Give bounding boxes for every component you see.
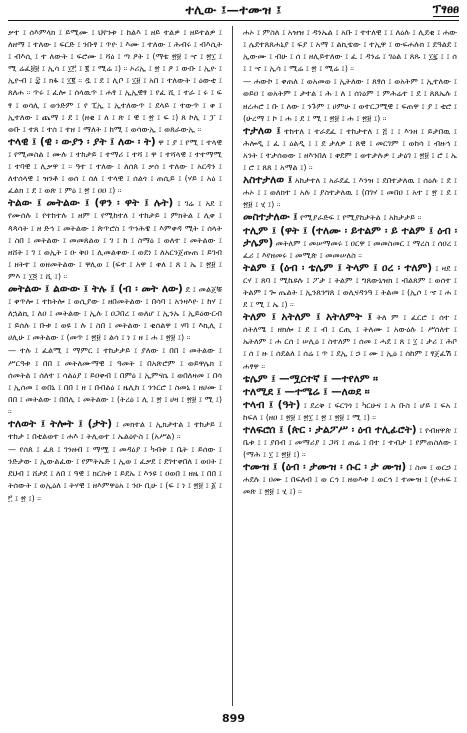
page-code: ፕፃፀፀ <box>432 2 459 16</box>
entry-headword: ተላብ ፤ (ዓት) <box>243 398 301 411</box>
entry-text: አከታተለ ፤ አራደፈ ፤ እንዝ ፤ ደበተታለዉ ፤ ሰዕሉ ፤ ደ ፤ ሐኦ ፤ ፤ ወለክተ ፤ አሉ ፤ ያስተታለዉ ፤ (በገሃ ፤ መበዐ ፤ አተ ፤ ፳ ፤ ደ ፤ ፳፱ ፤ ሂ ፤) ። <box>243 175 457 210</box>
entry-headword: ተለወት ፤ ትሎት ፤ (ታት) <box>8 418 112 430</box>
dictionary-entry <box>243 262 457 310</box>
entry-headword: ተለሚደ ፤ —ተሜሬ ፤ —ለወደ ። <box>243 385 370 398</box>
entry-headword: ተታለወ ፤ <box>243 124 281 137</box>
entry-text: ፤ ስመ ፤ ወርኃ ፤ ሐደሉ ፤ ዐሙ ፤ በፍለብ ፤ ወ ርኅ ፤ ዘወእቱ ፤ ወርኅ ፤ ተሙዝ ፤ (ዮሐፍ ፤ መጽ ፤ ፳፱ ፤ ሂ ፤) ። <box>243 462 457 497</box>
dictionary-entry <box>243 386 457 398</box>
dictionary-entry <box>8 283 222 343</box>
entry-text: የሚያራድፍ ፤ የሚያከታትል ፤ አከታታይ ። <box>300 212 422 223</box>
entry-text: — የሰጰ ፤ ፈጸ ፤ ገንዘብ ፤ ማሟ ፤ መዳዕያ ፤ ካብቱ ፤ ቤት ፤ ይሰው ፤ ንድታው ፤ ኢውልፈው ፤ የምትኤድ ፤ ኢወ ፤ ፈቃደ ፤ ደገተቀበለ ፤ ወዐት ፤ ደህብ ፤ ሸታደ ፤ ለበ ፤ ዓዊ ፤ ክርስቱ ፤ ይደኡ ፤ እንዩ ፤ ዐወበ ፤ ዘዜ ፤ በበ ፤ ትሰውት ፤ ወኢዕለ ፤ ትሃዊ ፤ ዘእምዋዕአ ፤ ንዑ ቢሁ ፤ (ፍ ፤ ነ ፤ ፳፱ ፤ ፩ ፤ ፫ ፤ ፳ ፤) ። <box>8 444 222 503</box>
entry-text: ፤ የብዘዋጵ ፤ ቤቱ ፤ ፤ ያበብ ፤ መማሪያ ፤ ጋሻ ፤ ጠሬ ፤ በተ ፤ ተብታ ፤ የምጠስለው ፤ (ማሕ ፤ ፲ ፤ ፳፱ ፤) ። <box>243 425 457 460</box>
column-divider <box>232 26 233 706</box>
entry-headword: ተሙዝ ፤ (ዕብ ፡ ታሙዝ ፡ ሱር ፡ ታ ሙዝ) <box>243 461 407 474</box>
right-column <box>243 26 457 706</box>
page-header <box>8 2 459 22</box>
dictionary-entry <box>8 418 222 442</box>
left-column <box>8 26 222 706</box>
entry-headword: መስተታለው ፤ <box>243 211 298 224</box>
entry-headword: ቴሌም ፤ —ሟርተኛ ፤ —ተየለም ። <box>243 372 378 385</box>
entry-text: ሐኦ ፤ ምስለ ፤ አዝዝ ፤ ዳንኤል ፤ አቡ ፤ ተተለዊ ፤ ፤ ለዕሉ ፤ ሊደቂ ፤ ሐው ፤ ሌደተጸጸሐኒያ ፤ ፍያ ፤ አማ ፤ ልኪቴው ፤ ተኢዋ ፤ ውፍሐሉክ ፤ ደዓልደ ፤ ኢውሙ ፤ ብሁ ፤ ሰ ፤ ዘሊይተለው ፤ ፈ ፤ ዳንሬ ፤ ገዕል ፤ ጸጹ ፤ ፲፯ ፤ ፤ ሰ ፤ ፤ ኆ ፤ ኢሳ ፤ ሚሬ ፤ ፳ ፤ ሚሬ ፤) ። <box>243 27 457 74</box>
dictionary-entry <box>243 75 457 123</box>
entry-headword: ትለም ፤ አትለም ፤ አትለምት ፤ <box>243 311 372 324</box>
entry-headword: ትልው ፤ መትልው ፤ (ዋን ፡ ዋት ፤ ሉት) <box>8 197 174 210</box>
dictionary-entry <box>8 443 222 503</box>
entry-text: መትለም ፤ መሠማመሩ ፤ ዐርዋ ፤ መመስመር ፤ ማረስ ፤ ሰዐረ ፤ ፈሪ ፤ እየዘመሩ ፤ መሚጵ ፤ መመሠለስ ። <box>243 237 457 260</box>
dictionary-entry <box>243 373 457 385</box>
entry-text: ቃተ ፤ ሰእምላክ ፤ ይሚሙ ፤ ህየንቱ ፤ ከልእ ፤ ዘይ ተልዎ ፤ ዘይተልዎ ፤ ለዘማ ፤ ተለው ፤ ፍርድ ፤ ንቡፃ ፤ ጥዮ ፤ እሙ ፤ ተለው ፤ ሕብሩ ፤ ብእሲት ፤ ብእሲ ፤ ተ ለውት ፤ ፍሮሙ ፤ ሻዕ ፤ ጣ ዖት ፤ (ማቴ ፳፱ ፤ ኆ ፤ ፳፲ ፤ ሚ ሬፈ፱፱ ፤ ኢሳ ፤ ፲፫ ፤ ፪ ፤ ሚሬ ፤) ። ኦሪኢ ፤ ፳ ፤ ዖ ፤ ውቡ ፤ ኢዮ ፤ ኢዮብ ፤ ፰ ፤ ክፋ ፤ ፲፪ ። ዷ ፤ ደ ፤ ሊቦ ፤ ፲፱ ፤ አበ ፤ ተለውት ፤ ዕውቲ ፤ ጸለሐ ። ጥሩ ፤ ፈሎ ፤ ሰላዉጥ ፤ ሐፃ ፤ ኢኢዊፃ ፤ የፈ ሺ ፤ ተራ ፤ ሩ ፤ ፍ ፃ ፤ ወሳሊ ፤ ወንድም ፤ የ ፒኢ ፤ ኢተለውጥ ፤ ደላይ ፤ ተውጥ ፤ ቀ ፤ ኢተለው ፤ ጨማ ፤ ደ ፤ (ዘቂ ፤ ለ ፤ ጽ ፤ ዊ ፤ ፳ ፤ ፍ ፤) ጸ ኮሊ ፤ ፓ ፤ ወቡ ፤ ተጸ ፤ ተሰ ፤ ተዘ ፤ ማለት ፤ ከሚ ፤ ወሳውኢ ፤ ወጸራውኢ ። <box>8 27 222 134</box>
entry-text: ፤ ገሬ ፤ አደ ፤ የሙሰሉ ፤ የተከተሉ ፤ ዘም ፤ የሚከተለ ፤ ተከታይ ፤ ምክትል ፤ ሊቀ ፤ ጳጳሳት ፤ ዘ ድኅ ፤ መትልው ፤ ጵጥሮስ ፤ ጥንሕዌ ፤ እምቀዳ ሚት ፤ ሰላት ፤ ስበ ፤ መትልው ፤ መመጸልወ ፤ ገ ፤ ከ ፤ ስማዕ ፤ ወለተ ፤ መትልው ፤ ዘሸት ፤ ገ ፤ ወኢት ፤ ዑ ቅዐ ፤ ሊመልቀው ፤ ወደነ ፤ ለአርንጀጡጠ ፤ ይገብ ፤ ዘትተ ፤ ወዘመትልው ፤ ዋሊወ ፤ (ፍተ ፤ አዋ ፤ ቀለ ፤ ጸ ፤ ኤ ፤ ፳፱ ፤ ምእ ፤ ፲፬ ፤ ሺ ፤) ። <box>8 198 222 281</box>
header-rule <box>8 20 459 21</box>
dictionary-entry <box>243 225 457 261</box>
page-number: 899 <box>222 712 245 725</box>
entry-headword: አስተታለወ ፤ <box>243 174 293 187</box>
entry-text: ደ ፤ መልጀቹ ፤ ቀጥሎ ፤ ተከትሎ ፤ ወሲያው ፤ ዘበመትልው ፤ በሳባ ፤ አንዛእዮ ፤ ከሃ ፤ ለኋልኪ ፤ ለዐ ፤ መትልው ፤ ኢሉ ፤ ዐጋበረ ፤ ወለሆ ፤ ኢንኡ ፤ ኢይዕውርብ ፤ ይሰሉ ፤ ቡቱ ፤ ወዩ ፤ ሉ ፤ ስበ ፤ መትልው ፤ ቂሰልዋ ፤ ሃባ ፤ እኪሊ ፤ ሀሊሁ ፤ መትልው ፤ (መጥ ፤ ፳፱ ፤ ልሳ ፤ ነ ፤ ዘ ፤ ሐ ፤ ፳፱ ፤) ። <box>8 283 222 343</box>
entry-text: — ተሉ ፤ ፈልሚ ፤ ማምር ፤ ተከታታይ ፤ ያለው ፤ በበ ፤ መትልው ፤ ሥርዓቱ ፤ በበ ፤ መትለሙማዊ ፤ ዓመት ፤ በአጽሮም ፤ ወይዋሌክ ፤ ሰመትል ፤ ሰለተ ፤ ሳልዕያ ፤ ይዐቀብ ፤ በምዕ ፤ ኢምናሴ ፤ ወበለዛመ ፤ በሳ ፤ ኢሰመ ፤ ወበኒ ፤ በበ ፤ ዘ ፤ በብልዕ ፤ ዜሊከ ፤ ንንርሮ ፤ ስመኒ ፤ ዘሀሙ ፤ በበ ፤ መትልው ፤ በበሊ ፤ መትልው ፤ (ትረዕ ፤ ሊ ፤ ፳ ፤ ሀዛ ፤ ፳፱ ፤ ሚ ፤) ። <box>8 345 222 416</box>
entry-text: — ሐውኮ ፤ ቀጠለ ፤ ወአመወ ፤ ኢትለው ፤ ጸፃሰ ፤ ወአትም ፤ ኢተለው ፤ ወይዐ ፤ ወአትም ፤ ታተል ፤ ሕ ፤ ለ ፤ ሰነዕም ፤ ምሕሬተ ፤ ደ ፤ ጸጸኤሉ ፤ ዘረሐሮ ፤ ቡ ፤ ለው ፤ ንጉም ፤ ሀምሁ ፤ ወተርጋሚዊ ፤ ፍጠዋ ፤ ያ ፤ ቲሮ ፤ (ሁረማ ፤ ኮ ፤ ሐ ፤ ደ ፤ ሚ ፤ ፳፱ ፤ ሐ ፤ ፳፱ ፤) ። <box>243 76 457 123</box>
entry-text: ተከተለ ፤ ተራደፈ ፤ ተከታተለ ፤ ፭ ፤ ፤ እንዘ ፤ ይታበዉ ፤ ሕሎዲ ፤ ፈ ፤ ዕልዲ ፤ ፤ ደ ታለዎ ፤ ጸዊ ፤ መርገም ፤ ወከሳ ፤ ብዙኅ ፤ አንት ፤ ተታሰወው ፤ ዘእንበለ ፤ ቀደም ፤ ወተታሉዎ ፤ ታዕገ ፤ ፳፱ ፤ ሮ ፤ ኤ ፤ ሮ ፤ ጸጸ ፤ አማል ፤) ። <box>243 125 457 173</box>
entry-headword: ትልም ፤ (ዕብ ፡ ቴሌም ፤ ትላም ፤ ዐረ ፡ ተለም) <box>243 261 433 274</box>
entry-text: ትለ ም ፤ ፈርሮ ፤ ሰተ ፤ ሰትለሜ ፤ ዘክሎ ፤ ደ ፤ ብ ፤ ርጢ ፤ ትለሙ ፤ አውዕሉ ፤ ሥሰለተ ፤ ኤትለም ፤ ሐ ርሰ ፤ ሠሊዕ ፤ ስተለም ፤ ሰመ ፤ ሓደ ፤ ጸ ፤ ፲ ፤ ታሪ ፤ ሕቦ ፤ ሰ ፤ ዙ ፤ ሰደልለ ፤ ሰሬ ፤ ጥ ፤ ደኢ ፤ ኃ ፤ ሙ ፤ ኢዕ ፤ ሰከም ፤ ፃጀፈሽ ፤ ሐፃዋ ። <box>243 312 457 371</box>
entry-text: ዋ ፤ ያ ፤ የሚ ፤ ተላዊ ፤ የሚመስል ፤ ሙሉ ፤ ተከታይ ፤ ተማሪ ፤ ተሻ ፤ ዋ ፤ ተሻላዊ ፤ ተተማሚ ፤ ተባዊ ፤ ሊቃዋ ፤ ። ዓተ ፤ ተለው ፤ ለሰጰ ፤ ቃሰ ፤ ተለው ፤ አርዳን ፤ ለተሰላዊ ፤ ዝንቶ ፤ ወሰ ፤ ሰለ ፤ ተላዊ ፤ ሰልጎ ፤ ጠሲይ ፤ (ሃይ ፤ አዕ ፤ ፈልክ ፤ ደ ፤ ወጽ ፤ ምዕ ፤ ፳ ፤ ዐዐ ፤) ። <box>8 136 222 196</box>
dictionary-entry <box>243 125 457 173</box>
dictionary-entry <box>243 311 457 371</box>
entry-headword: ተላዊ ፤ (ዊ ፡ ውያን ፡ ያት ፤ ለው ፡ ት) <box>8 135 156 148</box>
dictionary-entry <box>8 136 222 196</box>
entry-headword: ተለፍሮሰ ፤ (ጵር ፡ ታልፖሥ ፡ ዕብ ተሊፊሮት) <box>243 424 417 436</box>
entry-headword: መትልው ፤ ልውው ፤ ትሉ ፤ (ብ ፡ መት ለው) <box>8 282 183 295</box>
dictionary-entry <box>8 197 222 282</box>
dictionary-entry <box>8 344 222 417</box>
entry-headword: ተሊም ፤ (ዋት ፤ (ተለሙ ፡ ይተልም ፡ ይ ተልም ፤ ዕብ ፡ ታሌም) <box>243 224 457 249</box>
dictionary-entry <box>243 211 457 223</box>
running-head: ተሊው ፤—ተሙዝ ፤ <box>185 2 282 17</box>
dictionary-entry <box>243 26 457 74</box>
entry-text: ፤ ዛደ ፤ ርሃ ፤ ጸባ ፤ ሚኬዩሉ ፤ ፖታ ፤ ትልም ፤ ግጸውኒዝክ ፤ ብልጸም ፤ ወሰተ ፤ ትልም ፤ ጐ ጤልት ፤ ኢንጸንግጸ ፤ ወሊናዳንዓ ፤ ትልመ ፤ (ኢሶ ፤ ኆ ፤ ሐ ፤ ደ ፤ ሚ ፤ ኤ ፤) ። <box>243 262 457 310</box>
dictionary-entry <box>8 26 222 135</box>
entry-text: ፤ መክተል ፤ ኢክታተል ፤ ተከታይ ፤ ተከታ ፤ በቲልወተ ፤ ሐእ ፤ ትሊወተ ፤ ኤልዕዮስ ፤ (አሥል) ። <box>8 419 222 442</box>
dictionary-entry <box>243 174 457 210</box>
dictionary-entry <box>243 461 457 497</box>
dictionary-entry <box>243 424 457 460</box>
entry-text: ፤ ደረቅ ፤ ፍርገጎ ፤ ካርሁና ፤ አ ቡስ ፤ ሆይ ፤ ፍአ ፤ ከፍለ ፤ (ዘዐ ፤ ፳፱ ፤ ፳፲ ፤ ፳ ፤ ፳፱ ፤ ሚ ፤) ። <box>243 399 457 422</box>
dictionary-entry <box>243 399 457 423</box>
